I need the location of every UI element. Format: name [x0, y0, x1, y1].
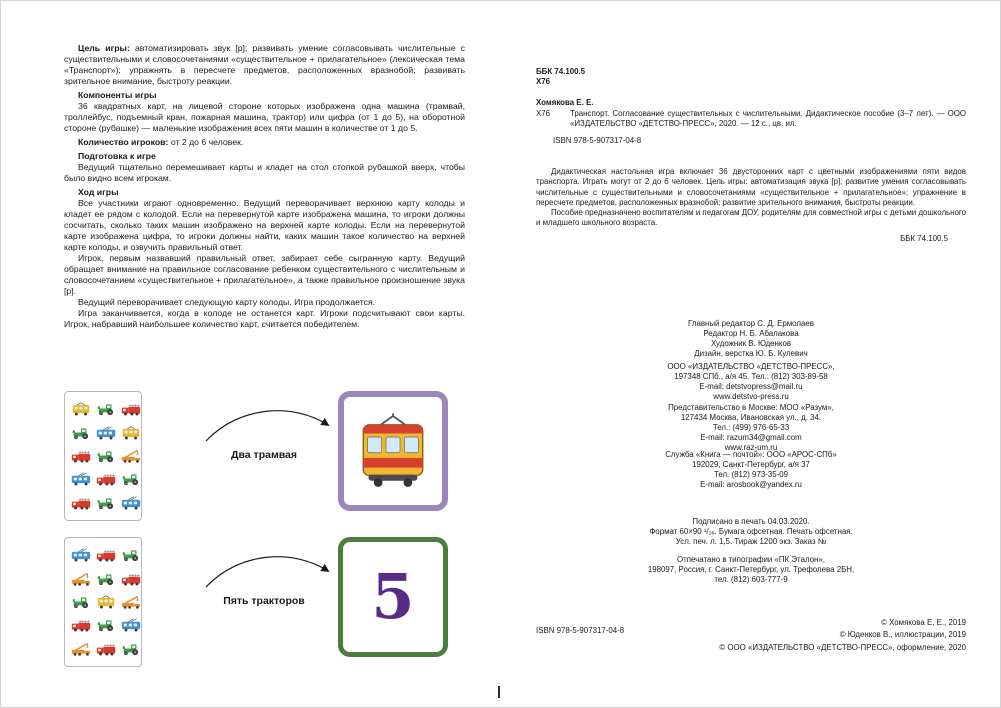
tractor-mini-icon [120, 642, 142, 656]
example-row-tram [64, 389, 465, 523]
printinfo-line: Усл. печ. л. 1,5. Тираж 1200 экз. Заказ № [675, 536, 827, 546]
tram-mini-icon [95, 595, 117, 609]
catalog-entry [536, 109, 966, 130]
printer-line: Отпечатано в типографии «ПК Эталон», [676, 555, 825, 564]
crane-mini-icon [120, 595, 142, 609]
annotation-paragraph-2: Пособие предназначено воспитателям и педагогам ДОУ, родителям для совместной игры с детьми дошкольного и младшего школьного возраста. [536, 208, 966, 228]
isbn-top: ISBN 978-5-907317-04-8 [553, 136, 642, 146]
copyright-line: © ООО «ИЗДАТЕЛЬСТВО «ДЕТСТВО-ПРЕСС», оформление, 2020 [719, 642, 966, 652]
tram-illustration [351, 412, 435, 490]
card-front-tram [338, 391, 448, 511]
tractor-mini-icon [120, 548, 142, 562]
fold-mark [498, 686, 500, 698]
tram-mini-icon [120, 426, 142, 440]
print-info-block [536, 517, 966, 547]
isbn-bottom: ISBN 978-5-907317-04-8 [536, 626, 625, 635]
credit-line: Главный редактор С. Д. Ермолаев [688, 319, 814, 328]
book-by-mail-block [536, 450, 966, 490]
course-heading: Ход игры [78, 187, 119, 197]
credit-line: Редактор Н. Б. Абалакова [703, 328, 799, 338]
left-page-text [64, 43, 465, 330]
card-back-vehicles [64, 391, 142, 521]
tractor-mini-icon [95, 402, 117, 416]
goal-paragraph [64, 43, 465, 87]
printinfo-line: Подписано в печать 04.03.2020. [692, 517, 810, 526]
fire-mini-icon [120, 572, 142, 586]
bookpost-line: Служба «Книга — почтой»: ООО «АРОС-СПб» [665, 450, 837, 459]
moscow-line: 127434 Москва, Ивановская ул., д. 34. [680, 412, 822, 422]
course-paragraph-3: Ведущий переворачивает следующую карту колоды. Игра продолжается. [78, 297, 376, 307]
publisher-line: 197348 СПб., а/я 45. Тел.: (812) 303-89-58 [674, 371, 828, 381]
crane-mini-icon [70, 642, 92, 656]
goal-title: Цель игры: [78, 43, 130, 53]
card-back-vehicles [64, 537, 142, 667]
trolleybus-mini-icon [70, 548, 92, 562]
printer-line: 198097, Россия, г. Санкт-Петербург, ул. Трефолева 2БН, [647, 564, 855, 574]
imprint-top-block [536, 67, 966, 147]
moscow-line: www.raz-um.ru [724, 442, 778, 452]
annotation-paragraph-1: Дидактическая настольная игра включает 36 двусторонних карт с цветными изображениями пяти видов транспорта. Играть могут от 2 до 6 человек. Цель игры: автоматизация звука [р]; развитие умения согласовывать числительные с существительными и словосочетаниями «существительное + прилагательное»; упражнение в пересчете предметов, расположенных вразнобой; развитие зрительного внимания, быстроты реакции. [536, 167, 966, 207]
printinfo-line: Формат 60×90 ¹/₁₆. Бумага офсетная. Печать офсетная. [649, 526, 853, 536]
course-paragraph-4: Игра заканчивается, когда в колоде не останется карт. Игроки подсчитывают свои карты. Игрок, набравший наибольшее количество карт, считается победителем. [64, 308, 465, 329]
moscow-office-block [536, 403, 966, 453]
bbk-code-bottom: ББК 74.100.5 [900, 233, 948, 243]
bookpost-line: E-mail: arosbook@yandex.ru [700, 479, 802, 489]
bottom-imprint-row [536, 617, 966, 661]
bookpost-line: 192029, Санкт-Петербург, а/я 37 [692, 459, 810, 469]
tractor-mini-icon [120, 472, 142, 486]
tractor-mini-icon [95, 449, 117, 463]
tractor-mini-icon [95, 572, 117, 586]
credit-line: Художник В. Юденков [710, 338, 792, 348]
fire-mini-icon [95, 642, 117, 656]
example-label: Пять тракторов [223, 595, 305, 607]
fire-mini-icon [120, 402, 142, 416]
goal-text: автоматизировать звук [р]; развивать умение согласовывать числительные с существительными и словосочетаниями «существительное + прилагательное» (лексическая тема «Транспорт»); упражнять в пересчете предметов, расположенных вразнобой; развивать зрительное внимание, быстроту реакции. [64, 43, 465, 86]
example-row-digit [64, 535, 465, 669]
copyright-line: © Юденков В., иллюстрации, 2019 [839, 630, 966, 640]
components-paragraph: 36 квадратных карт, на лицевой стороне которых изображена одна машина (трамвай, троллейбус, подъемный кран, пожарная машина, трактор) или цифра (от 1 до 5), на оборотной стороне (рубашке) — маленькие изображения всех пяти машин в количестве от 1 до 5. [64, 101, 465, 133]
credits-block [536, 319, 966, 359]
curved-arrow [202, 541, 337, 595]
classification-code: Х76 [536, 77, 551, 87]
copyright-line: © Хомякова Е. Е., 2019 [881, 618, 966, 627]
catalog-description: Транспорт. Согласование существительных с числительными. Дидактическое пособие (3–7 лет). — ООО «ИЗДАТЕЛЬСТВО «ДЕТСТВО-ПРЕСС», 2020. — 12 с., цв. ил. [570, 108, 966, 129]
digit-five: 5 [371, 560, 415, 633]
author-name: Хомякова Е. Е. [536, 97, 594, 107]
tram-mini-icon [70, 402, 92, 416]
trolleybus-mini-icon [95, 426, 117, 440]
course-paragraph-1: Все участники играют одновременно. Ведущий переворачивает верхнюю карту колоды и кладет ее рядом с колодой. Если на перевернутой карте изображена машина, то игроки должны сосчитать, сколько таких машин изображено на верхней карте колоды. Если на перевернутой карте изображена цифра, то игроки должны найти, каких машин такое количество на верхней карте колоды, и озвучить правильный ответ. [64, 198, 465, 252]
trolleybus-mini-icon [70, 472, 92, 486]
moscow-line: Представительство в Москве: МОО «Разум», [668, 403, 834, 412]
publisher-line: ООО «ИЗДАТЕЛЬСТВО «ДЕТСТВО-ПРЕСС», [667, 362, 835, 371]
publisher-line: E-mail: detstvopress@mail.ru [699, 381, 803, 391]
fire-mini-icon [70, 618, 92, 632]
preparation-heading: Подготовка к игре [78, 151, 156, 161]
curved-arrow [202, 395, 337, 449]
moscow-line: E-mail: razum34@gmail.com [700, 432, 802, 442]
crane-mini-icon [120, 449, 142, 463]
publisher-block [536, 362, 966, 402]
fire-mini-icon [95, 548, 117, 562]
players-paragraph [64, 137, 465, 148]
fire-mini-icon [70, 449, 92, 463]
publisher-line: www.detstvo-press.ru [713, 391, 789, 401]
trolleybus-mini-icon [120, 496, 142, 510]
tractor-mini-icon [70, 426, 92, 440]
annotation-block [536, 167, 966, 244]
course-paragraph-2: Игрок, первым назвавший правильный ответ, забирает себе сыгранную карту. Ведущий обращает внимание на правильное согласование ребенком существительного с числительным и словосочетанием «существительное + прилагательное», а также правильное произношение звука [р]. [64, 253, 465, 296]
fire-mini-icon [70, 496, 92, 510]
right-page [536, 1, 966, 708]
crane-mini-icon [70, 572, 92, 586]
bbk-code: ББК 74.100.5 [536, 67, 586, 76]
tractor-mini-icon [95, 618, 117, 632]
players-title: Количество игроков: [78, 137, 169, 147]
credit-line: Дизайн, верстка Ю. Б. Кулевич [694, 348, 808, 358]
bookpost-line: Тел. (812) 973-35-09 [713, 469, 789, 479]
trolleybus-mini-icon [120, 618, 142, 632]
catalog-code: Х76 [536, 108, 551, 118]
printing-house-block [536, 555, 966, 585]
components-heading: Компоненты игры [78, 90, 157, 100]
tractor-mini-icon [70, 595, 92, 609]
tractor-mini-icon [95, 496, 117, 510]
fire-mini-icon [95, 472, 117, 486]
moscow-line: Тел.: (499) 976-65-33 [712, 422, 790, 432]
example-label: Два трамвая [231, 449, 297, 461]
preparation-paragraph: Ведущий тщательно перемешивает карты и кладет на стол стопкой рубашкой вверх, чтобы было видно всем игрокам. [64, 162, 465, 183]
players-text: от 2 до 6 человек. [168, 137, 244, 147]
card-front-digit [338, 537, 448, 657]
printer-line: тел. (812) 603-777-9 [714, 574, 788, 584]
